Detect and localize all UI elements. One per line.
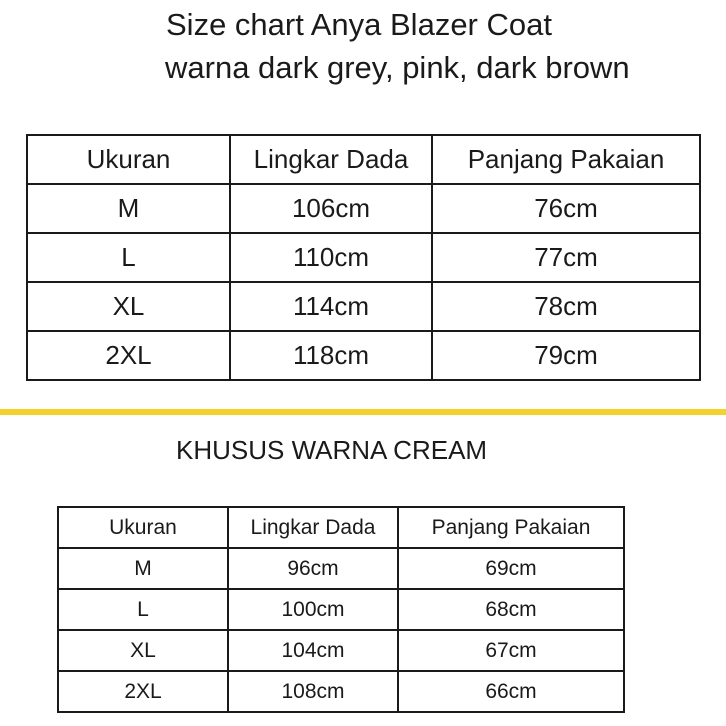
cell-chest: 96cm — [228, 548, 398, 589]
cream-section-title: KHUSUS WARNA CREAM — [176, 435, 488, 465]
header-cell-size: Ukuran — [27, 135, 230, 184]
cell-size: M — [27, 184, 230, 233]
cell-length: 69cm — [398, 548, 624, 589]
cell-size: 2XL — [58, 671, 228, 712]
table-header-row — [58, 507, 624, 548]
cell-chest: 106cm — [230, 184, 432, 233]
cell-size: XL — [58, 630, 228, 671]
table-row — [58, 589, 624, 630]
cell-size: XL — [27, 282, 230, 331]
cell-chest: 108cm — [228, 671, 398, 712]
cell-length: 76cm — [432, 184, 700, 233]
table-row — [27, 331, 700, 380]
table-row — [27, 282, 700, 331]
cell-size: L — [58, 589, 228, 630]
cell-length: 79cm — [432, 331, 700, 380]
page-subtitle-colors: warna dark grey, pink, dark brown — [165, 50, 630, 85]
cream-size-chart-table — [57, 506, 625, 713]
cell-size: L — [27, 233, 230, 282]
cell-length: 67cm — [398, 630, 624, 671]
cell-chest: 114cm — [230, 282, 432, 331]
table-row — [27, 233, 700, 282]
cell-chest: 104cm — [228, 630, 398, 671]
size-chart-table — [26, 134, 701, 381]
cell-length: 68cm — [398, 589, 624, 630]
header-cell-length: Panjang Pakaian — [432, 135, 700, 184]
table-row — [58, 671, 624, 712]
page-title: Size chart Anya Blazer Coat — [166, 7, 552, 42]
cell-size: M — [58, 548, 228, 589]
table-row — [58, 548, 624, 589]
header-cell-length: Panjang Pakaian — [398, 507, 624, 548]
header-cell-chest: Lingkar Dada — [228, 507, 398, 548]
table-row — [27, 184, 700, 233]
cell-length: 66cm — [398, 671, 624, 712]
cell-chest: 110cm — [230, 233, 432, 282]
table-header-row — [27, 135, 700, 184]
cell-length: 78cm — [432, 282, 700, 331]
header-cell-chest: Lingkar Dada — [230, 135, 432, 184]
cell-chest: 118cm — [230, 331, 432, 380]
cell-size: 2XL — [27, 331, 230, 380]
cell-chest: 100cm — [228, 589, 398, 630]
cell-length: 77cm — [432, 233, 700, 282]
table-row — [58, 630, 624, 671]
section-divider — [0, 409, 726, 415]
header-cell-size: Ukuran — [58, 507, 228, 548]
